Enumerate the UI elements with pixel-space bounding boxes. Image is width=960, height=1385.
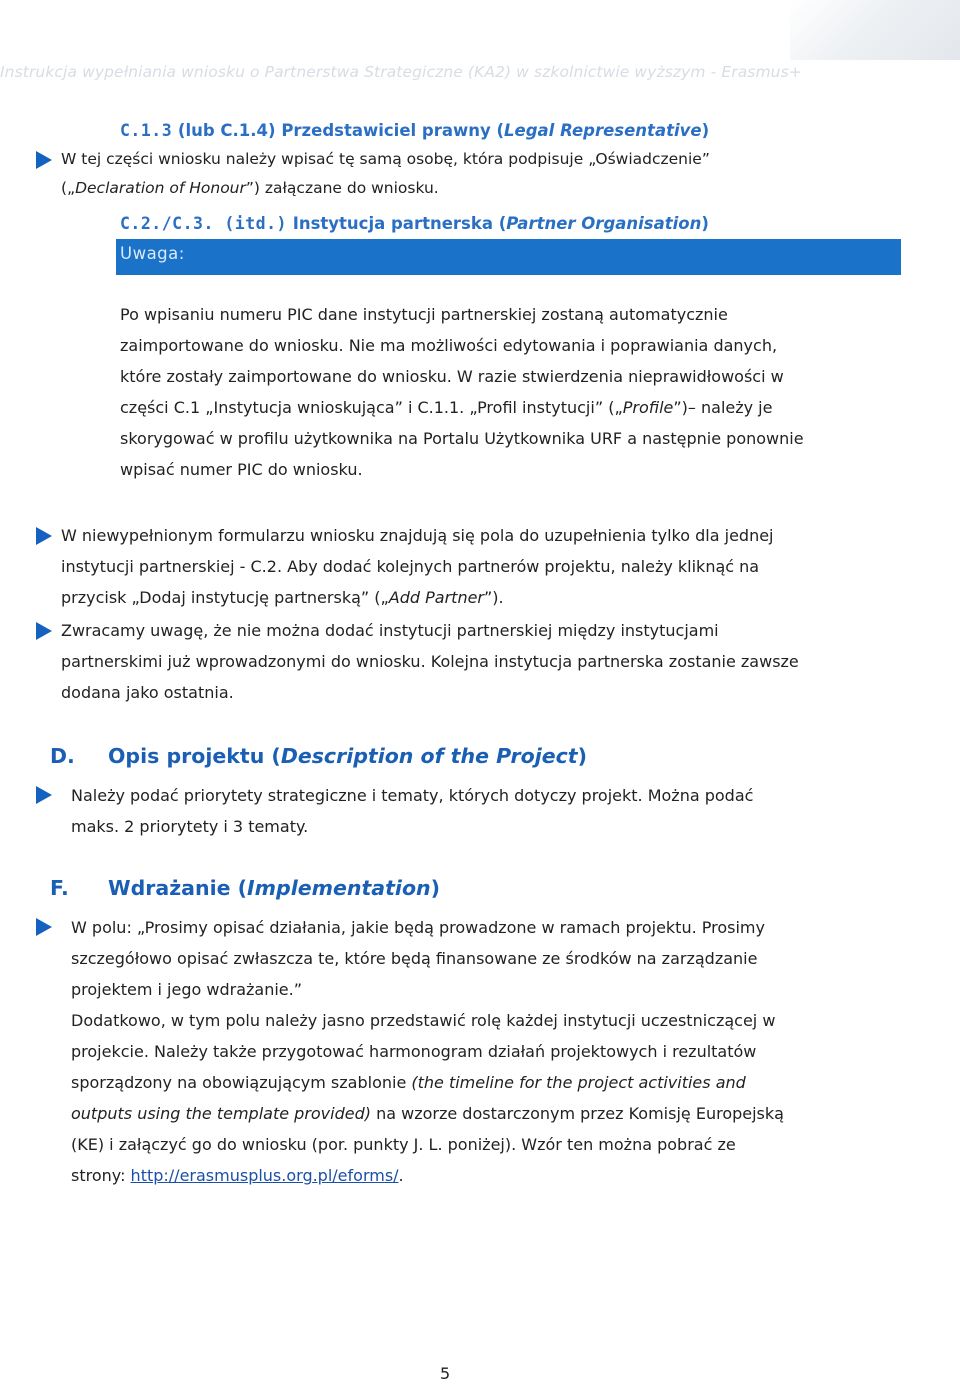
text-fragment: ”).: [484, 588, 504, 607]
section-d-title-en: Description of the Project: [280, 744, 578, 768]
section-c2-paren: ): [701, 214, 709, 233]
section-d-paren: ): [577, 744, 587, 768]
text-fragment: sporządzony na obowiązującym szablonie: [71, 1073, 412, 1092]
text-fragment-en: Declaration of Honour: [75, 179, 246, 197]
eforms-link[interactable]: http://erasmusplus.org.pl/eforms/: [130, 1166, 399, 1185]
section-c13-alt: (lub C.1.4): [172, 121, 282, 140]
text-line: W polu: „Prosimy opisać działania, jakie będą prowadzone w ramach projektu. Prosimy: [71, 918, 765, 937]
note-label: Uwaga:: [120, 244, 185, 263]
text-line: Po wpisaniu numeru PIC dane instytucji partnerskiej zostaną automatycznie: [120, 305, 728, 324]
section-c2-title: Instytucja partnerska (: [286, 214, 507, 233]
text-fragment: („: [61, 179, 76, 197]
text-line: maks. 2 priorytety i 3 tematy.: [71, 817, 309, 836]
note-box: [116, 239, 901, 275]
text-fragment-en: outputs using the template provided): [71, 1104, 371, 1123]
text-line: Zwracamy uwagę, że nie można dodać instytucji partnerskiej między instytucjami: [61, 621, 719, 640]
text-line: [61, 582, 774, 613]
text-fragment: strony:: [71, 1166, 131, 1185]
text-line: [71, 1160, 784, 1191]
section-c13-heading: [120, 121, 709, 140]
section-c2-heading: [120, 214, 709, 233]
note-body: [120, 299, 804, 485]
text-fragment: na wzorze dostarczonym przez Komisję Europejską: [371, 1104, 784, 1123]
text-line: Dodatkowo, w tym polu należy jasno przedstawić rolę każdej instytucji uczestniczącej w: [71, 1011, 776, 1030]
text-fragment: przycisk „Dodaj instytucję partnerską” („: [61, 588, 389, 607]
bullet-arrow-icon: [36, 786, 52, 804]
section-c13-title: Przedstawiciel prawny (: [281, 121, 505, 140]
text-line: wpisać numer PIC do wniosku.: [120, 460, 363, 479]
text-fragment: części C.1 „Instytucja wnioskująca” i C.1.1. „Profil instytucji” („: [120, 398, 623, 417]
section-c13-number: C.1.3: [120, 121, 173, 140]
text-fragment: ”)– należy je: [673, 398, 773, 417]
section-d-letter: D.: [50, 744, 75, 768]
bullet-add-partner: [61, 520, 774, 613]
text-fragment-en: Add Partner: [388, 588, 485, 607]
section-f-heading: [50, 876, 440, 900]
text-line: [71, 1067, 784, 1098]
text-line: [61, 174, 710, 203]
section-c2-number: C.2./C.3. (itd.): [120, 214, 287, 233]
section-d-title: Opis projektu (: [108, 744, 281, 768]
text-line: projekcie. Należy także przygotować harmonogram działań projektowych i rezultatów: [71, 1042, 757, 1061]
running-header: Instrukcja wypełniania wniosku o Partnerstwa Strategiczne (KA2) w szkolnictwie wyższym - Erasmus+: [0, 63, 802, 81]
section-f-letter: F.: [50, 876, 69, 900]
text-line: instytucji partnerskiej - C.2. Aby dodać kolejnych partnerów projektu, należy kliknąć na: [61, 557, 760, 576]
text-line: skorygować w profilu użytkownika na Portalu Użytkownika URF a następnie ponownie: [120, 429, 804, 448]
page-number: 5: [440, 1364, 451, 1383]
text-fragment-en: Profile: [622, 398, 674, 417]
text-line: które zostały zaimportowane do wniosku. W razie stwierdzenia nieprawidłowości w: [120, 367, 784, 386]
section-f-paren: ): [430, 876, 440, 900]
section-f-title-en: Implementation: [247, 876, 431, 900]
text-line: [120, 392, 804, 423]
bullet-arrow-icon: [36, 527, 52, 545]
bullet-arrow-icon: [36, 151, 52, 169]
text-line: W niewypełnionym formularzu wniosku znajdują się pola do uzupełnienia tylko dla jednej: [61, 526, 774, 545]
section-d-body: [71, 780, 753, 842]
section-d-heading: [50, 744, 587, 768]
text-line: (KE) i załączyć go do wniosku (por. punkty J. L. poniżej). Wzór ten można pobrać ze: [71, 1135, 736, 1154]
bullet-partner-order: [61, 615, 799, 708]
section-f-title: Wdrażanie (: [108, 876, 248, 900]
bullet-arrow-icon: [36, 622, 52, 640]
text-line: [71, 1098, 784, 1129]
section-c13-paren: ): [701, 121, 710, 140]
section-c2-title-en: Partner Organisation: [506, 214, 702, 233]
text-line: projektem i jego wdrażanie.”: [71, 980, 302, 999]
section-c13-body: [61, 145, 710, 203]
text-line: partnerskimi już wprowadzonymi do wniosku. Kolejna instytucja partnerska zostanie zawsze: [61, 652, 799, 671]
text-line: szczegółowo opisać zwłaszcza te, które będą finansowane ze środków na zarządzanie: [71, 949, 758, 968]
text-fragment: ”) załączane do wniosku.: [245, 179, 439, 197]
text-line: W tej części wniosku należy wpisać tę samą osobę, która podpisuje „Oświadczenie”: [61, 150, 710, 168]
text-line: Należy podać priorytety strategiczne i tematy, których dotyczy projekt. Można podać: [71, 786, 754, 805]
header-decoration: [790, 0, 960, 60]
text-line: zaimportowane do wniosku. Nie ma możliwości edytowania i poprawiania danych,: [120, 336, 778, 355]
text-line: dodana jako ostatnia.: [61, 683, 234, 702]
section-f-body: [71, 912, 784, 1191]
text-fragment-en: (the timeline for the project activities and: [411, 1073, 746, 1092]
section-c13-title-en: Legal Representative: [504, 121, 702, 140]
text-fragment: .: [398, 1166, 404, 1185]
bullet-arrow-icon: [36, 918, 52, 936]
